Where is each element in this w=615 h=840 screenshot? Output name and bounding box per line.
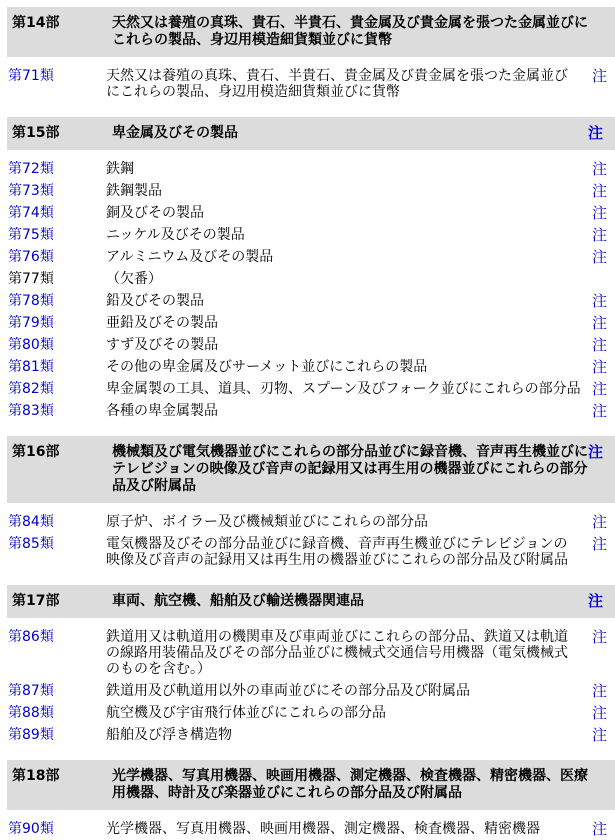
- section-title: 光学機器、写真用機器、映画用機器、測定機器、検査機器、精密機器、医療用機器、時計及び楽器並びにこれらの部分品及び附属品: [112, 768, 588, 801]
- chapter-link[interactable]: 第82類: [8, 381, 54, 397]
- chapter-link[interactable]: 第84類: [8, 514, 54, 530]
- chapter-row: [0, 378, 615, 400]
- chapter-description: 鉄鋼製品: [106, 183, 162, 199]
- chapter-note-link[interactable]: 注: [591, 535, 607, 553]
- section-note-link[interactable]: 注: [587, 592, 603, 610]
- chapter-note-link[interactable]: 注: [591, 726, 607, 744]
- chapter-row: [0, 818, 615, 840]
- chapter-note-link[interactable]: 注: [591, 513, 607, 531]
- chapter-note-link[interactable]: 注: [591, 380, 607, 398]
- chapter-description: 鉄道用及び軌道用以外の車両並びにその部分品及び附属品: [106, 683, 470, 699]
- chapter-description: 各種の卑金属製品: [106, 403, 218, 419]
- chapter-note-link[interactable]: 注: [591, 704, 607, 722]
- chapter-note-link[interactable]: 注: [591, 182, 607, 200]
- section-spacer: [0, 150, 615, 158]
- chapter-note-link[interactable]: 注: [591, 292, 607, 310]
- section-spacer: [0, 618, 615, 626]
- chapter-description: 鉄鋼: [106, 161, 134, 177]
- chapter-row: [0, 334, 615, 356]
- chapter-description: 天然又は養殖の真珠、貴石、半貴石、貴金属及び貴金属を張つた金属並びにこれらの製品、身辺用模造細貨類並びに貨幣: [106, 68, 568, 100]
- section-header: [7, 436, 615, 503]
- chapter-note-link[interactable]: 注: [591, 226, 607, 244]
- section-number: 第15部: [12, 125, 60, 141]
- chapter-link[interactable]: 第71類: [8, 68, 54, 84]
- chapter-note-link[interactable]: 注: [591, 682, 607, 700]
- chapter-description: 卑金属製の工具、道具、刃物、スプーン及びフォーク並びにこれらの部分品: [106, 381, 581, 397]
- chapter-link[interactable]: 第86類: [8, 629, 54, 645]
- chapter-row: [0, 511, 615, 533]
- chapter-description: 銅及びその製品: [106, 205, 204, 221]
- section-number: 第16部: [12, 444, 60, 460]
- section-spacer: [0, 746, 615, 760]
- chapter-link[interactable]: 第89類: [8, 727, 54, 743]
- chapter-note-link[interactable]: 注: [591, 358, 607, 376]
- chapter-link[interactable]: 第88類: [8, 705, 54, 721]
- chapter-row: [0, 533, 615, 571]
- chapter-row: [0, 246, 615, 268]
- chapter-row: [0, 268, 615, 290]
- section-note-link[interactable]: 注: [587, 443, 603, 461]
- chapter-description: アルミニウム及びその製品: [106, 249, 274, 265]
- chapter-description: 船舶及び浮き構造物: [106, 727, 232, 743]
- chapter-note-link[interactable]: 注: [591, 67, 607, 85]
- chapter-note-link[interactable]: 注: [591, 160, 607, 178]
- section-header: [7, 585, 615, 618]
- chapter-row: [0, 724, 615, 746]
- chapter-row: [0, 158, 615, 180]
- chapter-label: 第77類: [8, 271, 54, 287]
- chapter-row: [0, 356, 615, 378]
- chapter-description: その他の卑金属及びサーメット並びにこれらの製品: [106, 359, 428, 375]
- section-header: [7, 7, 615, 57]
- chapter-note-link[interactable]: 注: [591, 336, 607, 354]
- chapter-row: [0, 290, 615, 312]
- chapter-row: [0, 312, 615, 334]
- chapter-description: すず及びその製品: [106, 337, 219, 353]
- section-number: 第14部: [12, 15, 60, 31]
- chapter-link[interactable]: 第83類: [8, 403, 54, 419]
- section-spacer: [0, 103, 615, 117]
- chapter-row: [0, 202, 615, 224]
- section-number: 第18部: [12, 768, 60, 784]
- chapter-link[interactable]: 第85類: [8, 536, 54, 552]
- top-spacer: [0, 0, 615, 7]
- chapter-description: 鉄道用又は軌道用の機関車及び車両並びにこれらの部分品、鉄道又は軌道の線路用装備品及びその部分品並びに機械式交通信号用機器（電気機械式のものを含む。）: [106, 629, 568, 677]
- section-title: 天然又は養殖の真珠、貴石、半貴石、貴金属及び貴金属を張つた金属並びにこれらの製品、身辺用模造細貨類並びに貨幣: [112, 15, 588, 48]
- chapter-description: （欠番）: [106, 271, 162, 287]
- section-spacer: [0, 571, 615, 585]
- section-spacer: [0, 503, 615, 511]
- chapter-note-link[interactable]: 注: [591, 204, 607, 222]
- chapter-link[interactable]: 第80類: [8, 337, 54, 353]
- section-number: 第17部: [12, 593, 60, 609]
- chapter-row: [0, 65, 615, 103]
- chapter-row: [0, 626, 615, 680]
- chapter-description: 電気機器及びその部分品並びに録音機、音声再生機並びにテレビジョンの映像及び音声の記録用又は再生用の機器並びにこれらの部分品及び附属品: [106, 536, 568, 568]
- section-spacer: [0, 810, 615, 818]
- section-title: 機械類及び電気機器並びにこれらの部分品並びに録音機、音声再生機並びにテレビジョンの映像及び音声の記録用又は再生用の機器並びにこれらの部分品及び附属品: [112, 444, 588, 494]
- chapter-note-link[interactable]: 注: [591, 628, 607, 646]
- chapter-row: [0, 680, 615, 702]
- chapter-note-link[interactable]: 注: [591, 314, 607, 332]
- section-header: [7, 117, 615, 150]
- chapter-row: [0, 224, 615, 246]
- chapter-row: [0, 702, 615, 724]
- chapter-row: [0, 180, 615, 202]
- chapter-link[interactable]: 第87類: [8, 683, 54, 699]
- chapter-link[interactable]: 第73類: [8, 183, 54, 199]
- chapter-note-link[interactable]: 注: [591, 402, 607, 420]
- chapter-link[interactable]: 第79類: [8, 315, 54, 331]
- chapter-description: 原子炉、ボイラー及び機械類並びにこれらの部分品: [106, 514, 428, 530]
- chapter-link[interactable]: 第81類: [8, 359, 54, 375]
- chapter-link[interactable]: 第72類: [8, 161, 54, 177]
- section-spacer: [0, 57, 615, 65]
- chapter-row: [0, 400, 615, 422]
- chapter-link[interactable]: 第76類: [8, 249, 54, 265]
- section-note-link[interactable]: 注: [587, 124, 603, 142]
- chapter-link[interactable]: 第78類: [8, 293, 54, 309]
- chapter-note-link[interactable]: 注: [591, 248, 607, 266]
- chapter-description: 光学機器、写真用機器、映画用機器、測定機器、検査機器、精密機器: [106, 821, 540, 837]
- section-title: 車両、航空機、船舶及び輸送機器関連品: [112, 593, 364, 609]
- chapter-note-link[interactable]: 注: [591, 820, 607, 838]
- chapter-description: 鉛及びその製品: [106, 293, 204, 309]
- chapter-description: ニッケル及びその製品: [106, 227, 245, 243]
- section-title: 卑金属及びその製品: [112, 125, 238, 141]
- chapter-description: 航空機及び宇宙飛行体並びにこれらの部分品: [106, 705, 386, 721]
- chapter-link[interactable]: 第90類: [8, 821, 54, 837]
- chapter-link[interactable]: 第74類: [8, 205, 54, 221]
- chapter-description: 亜鉛及びその製品: [106, 315, 218, 331]
- section-header: [7, 760, 615, 810]
- section-spacer: [0, 422, 615, 436]
- chapter-link[interactable]: 第75類: [8, 227, 54, 243]
